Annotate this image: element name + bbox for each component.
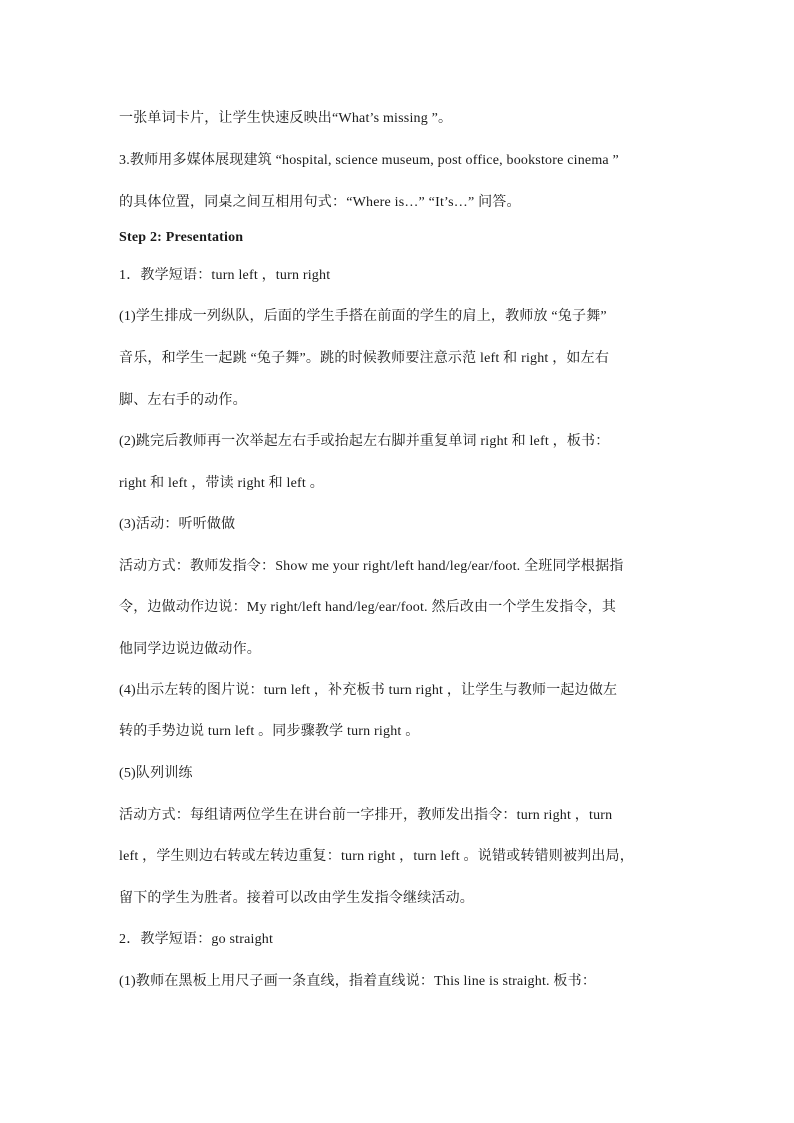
- text-line: 脚、左右手的动作。: [119, 393, 247, 408]
- text-line: 活动方式：教师发指令：Show me your right/left hand/leg/ear/foot. 全班同学根据指: [119, 559, 624, 574]
- text-line: (5)队列训练: [119, 766, 193, 781]
- text-line: 1．教学短语：turn left ，turn right: [119, 268, 331, 283]
- text-line: right 和 left ，带读 right 和 left 。: [119, 476, 324, 491]
- text-line: 留下的学生为胜者。接着可以改由学生发指令继续活动。: [119, 891, 474, 906]
- text-line: 2．教学短语：go straight: [119, 932, 274, 947]
- text-line: 的具体位置，同桌之间互相用句式：“Where is…” “It’s…” 问答。: [119, 195, 521, 210]
- text-line: 音乐，和学生一起跳 “兔子舞”。跳的时候教师要注意示范 left 和 right ，如左右: [119, 351, 610, 366]
- text-line: (2)跳完后教师再一次举起左右手或抬起左右脚并重复单词 right 和 left ，板书：: [119, 434, 610, 449]
- text-line: (1)学生排成一列纵队，后面的学生手搭在前面的学生的肩上，教师放 “兔子舞”: [119, 309, 607, 324]
- text-line: left ，学生则边右转或左转边重复：turn right ，turn left 。说错或转错则被判出局，: [119, 849, 634, 864]
- section-heading: Step 2: Presentation: [119, 230, 244, 245]
- text-line: 转的手势边说 turn left 。同步骤教学 turn right 。: [119, 724, 420, 739]
- text-line: 一张单词卡片，让学生快速反映出“What’s missing ”。: [119, 111, 453, 126]
- text-line: (1)教师在黑板上用尺子画一条直线，指着直线说：This line is straight. 板书：: [119, 974, 597, 989]
- text-line: 他同学边说边做动作。: [119, 642, 261, 657]
- text-line: (4)出示左转的图片说：turn left ，补充板书 turn right ，让学生与教师一起边做左: [119, 683, 618, 698]
- text-line: 令，边做动作边说：My right/left hand/leg/ear/foot. 然后改由一个学生发指令，其: [119, 600, 617, 615]
- text-line: 活动方式：每组请两位学生在讲台前一字排开，教师发出指令：turn right ，turn: [119, 808, 613, 823]
- text-line: 3.教师用多媒体展现建筑 “hospital, science museum, post office, bookstore cinema ”: [119, 153, 619, 168]
- text-line: (3)活动：听听做做: [119, 517, 236, 532]
